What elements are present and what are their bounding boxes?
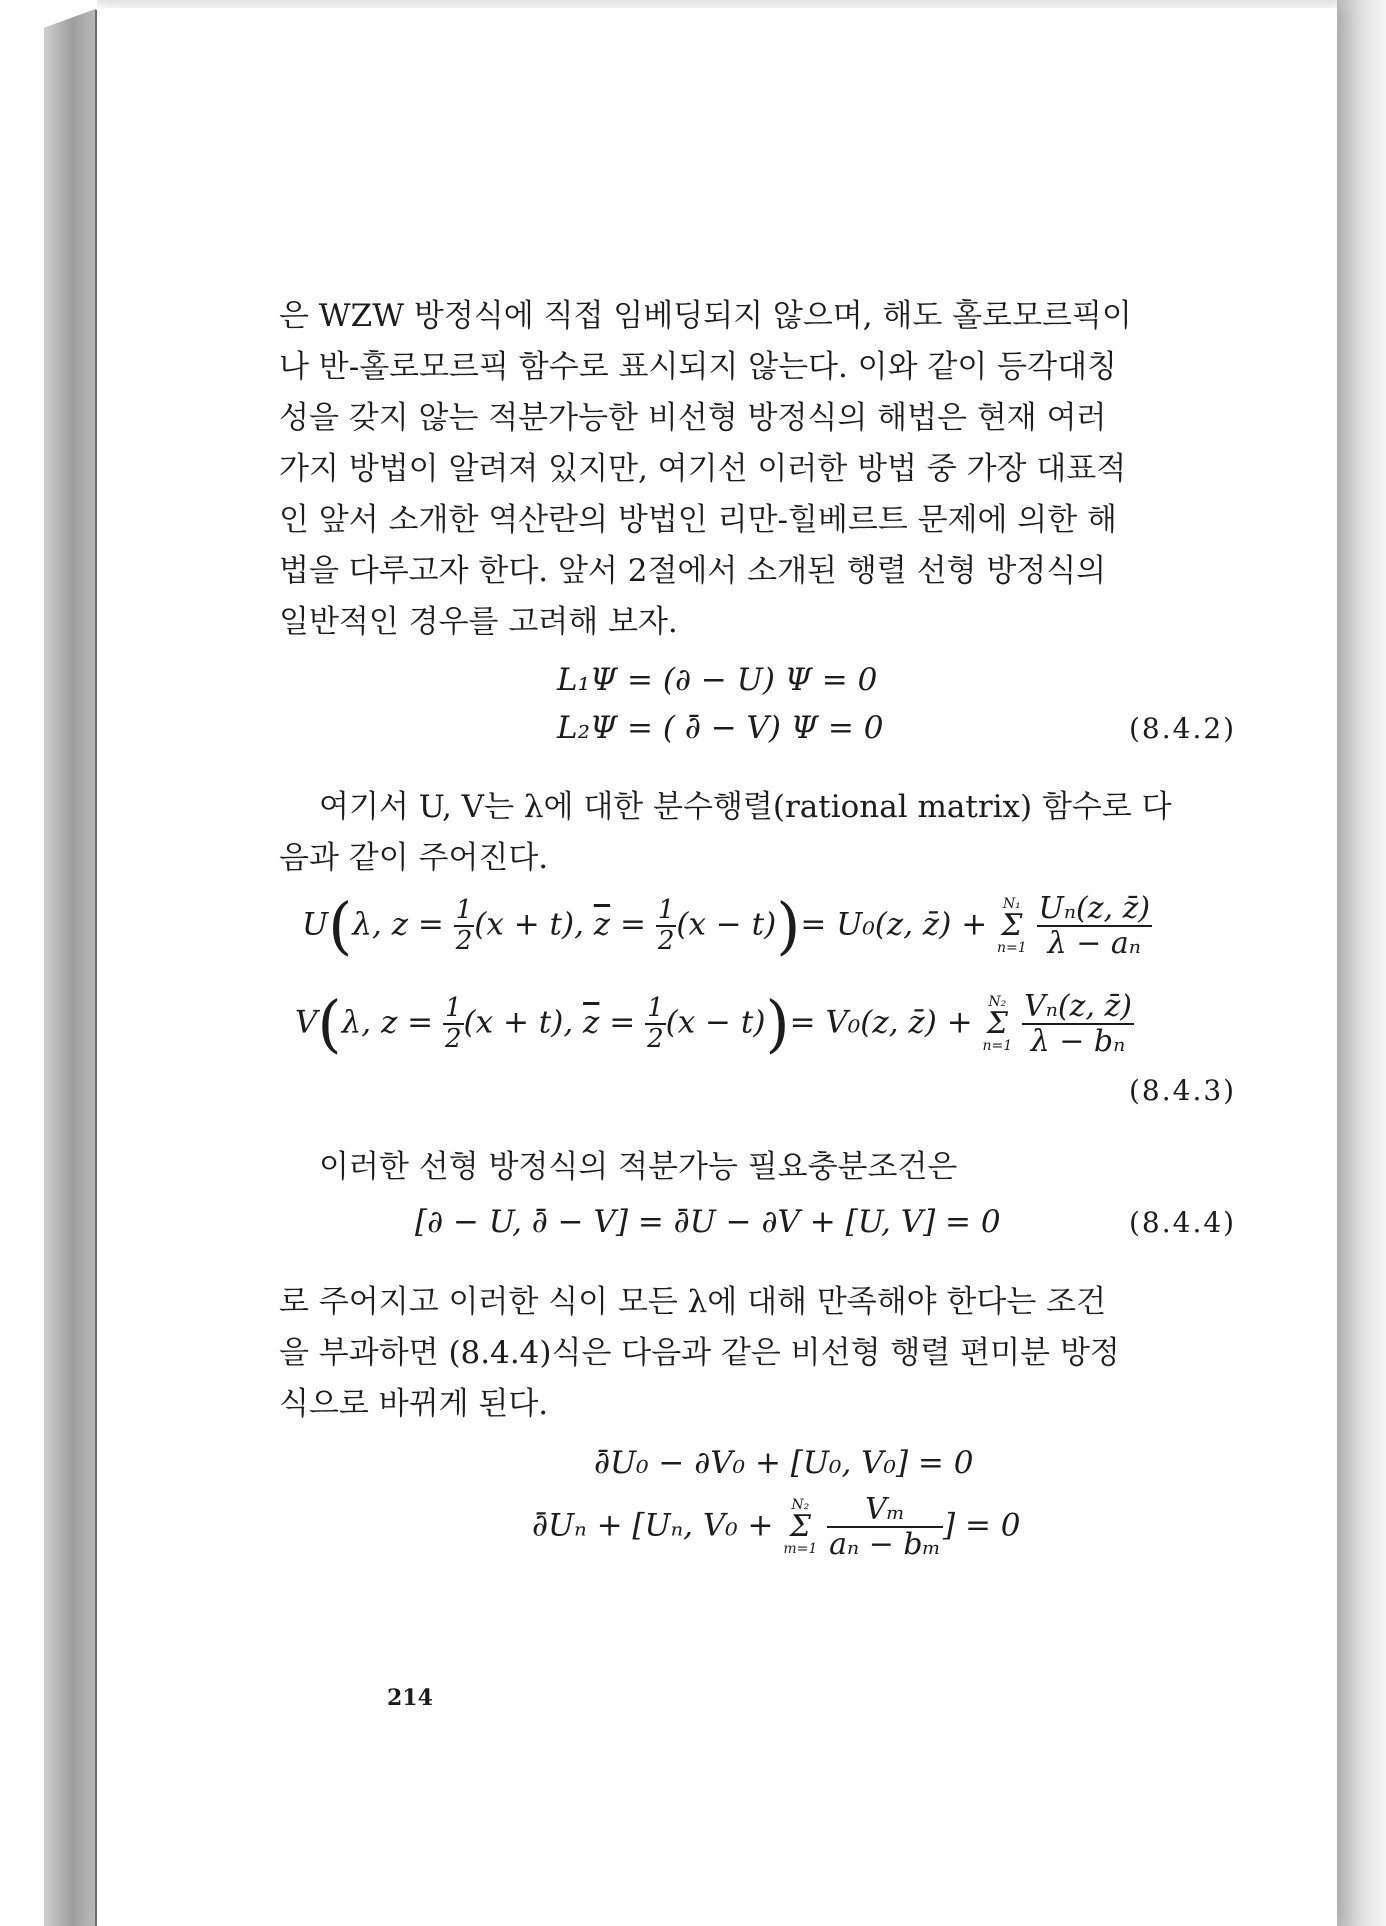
fraction-half — [645, 994, 666, 1053]
frac-num: Vₘ — [827, 1493, 943, 1528]
fraction-half — [443, 994, 464, 1053]
spine-top-corner — [44, 0, 96, 36]
equation-number: (8.4.4) — [1129, 1206, 1237, 1239]
z-bar: $\overline{z}$ — [593, 906, 611, 943]
text-line: 여기서 U, V는 λ에 대한 분수행렬(rational matrix) 함수로 다 — [319, 789, 1172, 825]
page-right-shadow — [1337, 0, 1386, 1926]
text-line: 로 주어지고 이러한 식이 모든 λ에 대해 만족해야 한다는 조건 — [279, 1284, 1107, 1320]
page — [97, 8, 1337, 1926]
equation-term: ] = 0 — [943, 1507, 1021, 1544]
frac-den: λ − aₙ — [1047, 926, 1141, 961]
text-line: 가지 방법이 알려져 있지만, 여기선 이러한 방법 중 가장 대표적 — [279, 451, 1127, 487]
frac-num: 1 — [657, 895, 675, 926]
equation-line: [∂ − U, ∂̄ − V] = ∂̄U − ∂V + [U, V] = 0 — [415, 1204, 1001, 1240]
text-line: 일반적인 경우를 고려해 보자. — [279, 604, 678, 640]
frac-num: Vₙ(z, z̄) — [1024, 989, 1132, 1024]
frac-den: 2 — [657, 926, 675, 956]
equation-number: (8.4.3) — [1129, 1074, 1237, 1107]
text-line: 음과 같이 주어진다. — [279, 840, 549, 876]
frac-num: 1 — [444, 993, 462, 1024]
summation: N₁ Σ n=1 — [997, 896, 1027, 956]
frac-den: 2 — [455, 926, 473, 956]
fraction-half — [656, 896, 677, 955]
sum-lower: m=1 — [783, 1541, 818, 1557]
frac-num: Uₙ(z, z̄) — [1038, 891, 1151, 926]
symbol-v: V — [295, 1004, 318, 1041]
equation-term: (x − t) — [676, 906, 777, 943]
frac-num: 1 — [455, 895, 473, 926]
equation-term: = V₀(z, z̄) + — [789, 1004, 983, 1041]
equation-v-line: V(λ, z = $\frac{1}{2}$ (x + t), $\overline{z}$ = $\frac{1}{2}$ (x − t))= V₀(z, z̄) + N₂ Σ n=1 $\frac{\text{Vₙ(z, z̄)}}{\text{λ − bₙ}}$ — [295, 987, 1132, 1060]
equation-line: L₂Ψ = ( ∂̄ − V) Ψ = 0 — [557, 710, 884, 746]
summation: N₂ Σ n=1 — [982, 994, 1013, 1054]
equation-line — [532, 1493, 1021, 1573]
text-line: 식으로 바뀌게 된다. — [279, 1386, 549, 1422]
equation-u-line: U(λ, z = $\frac{1}{2}$ (x + t), $\overline{z}$ = $\frac{1}{2}$ (x − t))= U₀(z, z̄) + N₁ Σ n=1 $\frac{\text{Uₙ(z, z̄)}}{\text{λ − aₙ}}$ — [302, 889, 1151, 962]
paragraph-3: 이러한 선형 방정식의 적분가능 필요충분조건은 — [319, 1149, 958, 1185]
frac-den: 2 — [647, 1024, 664, 1054]
sum-upper: N₂ — [791, 1497, 810, 1513]
text-line: 성을 갖지 않는 적분가능한 비선형 방정식의 해법은 현재 여러 — [279, 400, 1107, 436]
equation-args: λ, z = — [352, 906, 454, 943]
equation-term: = U₀(z, z̄) + — [800, 906, 998, 943]
page-top-edge — [97, 0, 1337, 8]
symbol-u: U — [302, 906, 329, 943]
equation-args: λ, z = — [341, 1004, 443, 1041]
text-line: 인 앞서 소개한 역산란의 방법인 리만-힐베르트 문제에 의한 해 — [279, 502, 1117, 538]
z-bar: $\overline{z}$ — [583, 1004, 600, 1041]
fraction-v — [1022, 990, 1134, 1058]
text-line: 은 WZW 방정식에 직접 임베딩되지 않으며, 해도 홀로모르픽이 — [279, 298, 1132, 334]
fraction-vm — [827, 1493, 943, 1561]
sum-upper: N₁ — [1002, 896, 1021, 912]
equation-term: (x + t), — [474, 906, 594, 943]
equation-number: (8.4.2) — [1129, 712, 1237, 745]
equation-line: ∂̄U₀ − ∂V₀ + [U₀, V₀] = 0 — [594, 1445, 974, 1481]
frac-den: aₙ − bₘ — [829, 1527, 942, 1562]
equation-term: (x + t), — [463, 1004, 584, 1041]
equation-line: L₁Ψ = (∂ − U) Ψ = 0 — [557, 662, 878, 698]
book-spine — [44, 0, 96, 1926]
frac-den: 2 — [444, 1024, 462, 1054]
fraction-half — [454, 896, 475, 955]
summation: N₂ Σ m=1 — [783, 1497, 818, 1557]
fraction-u — [1037, 892, 1153, 960]
frac-den: λ − bₙ — [1030, 1024, 1126, 1059]
text-line: 법을 다루고자 한다. 앞서 2절에서 소개된 행렬 선형 방정식의 — [279, 553, 1107, 589]
equation-term: (x − t) — [665, 1004, 766, 1041]
text-line: 을 부과하면 (8.4.4)식은 다음과 같은 비선형 행렬 편미분 방정 — [279, 1335, 1120, 1371]
page-number: 214 — [387, 1685, 433, 1711]
sum-upper: N₂ — [988, 994, 1007, 1010]
equation-term: ∂̄Uₙ + [Uₙ, V₀ + — [532, 1507, 784, 1544]
text-line: 나 반-홀로모르픽 함수로 표시되지 않는다. 이와 같이 등각대칭 — [279, 349, 1117, 385]
sum-lower: n=1 — [997, 940, 1027, 956]
sum-lower: n=1 — [982, 1038, 1013, 1054]
frac-num: 1 — [647, 993, 664, 1024]
